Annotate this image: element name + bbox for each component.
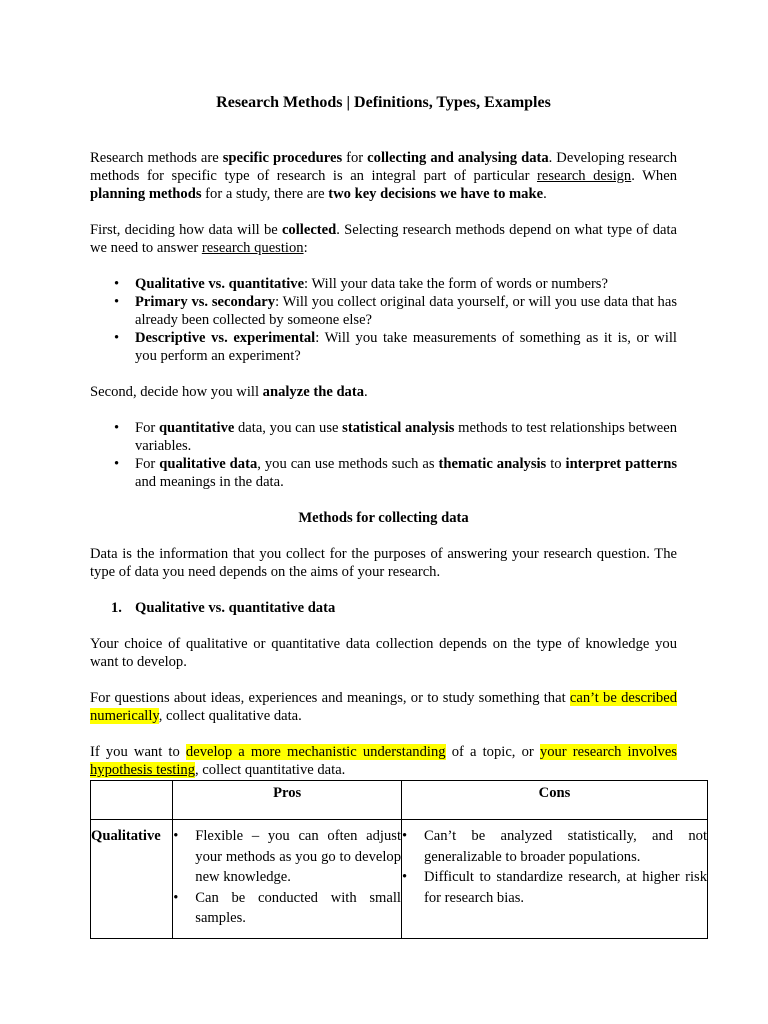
- list-item: • Can be conducted with small samples.: [195, 888, 401, 929]
- text-run: , you can use methods such as: [257, 456, 439, 472]
- numbered-heading: [90, 599, 677, 617]
- list-item: [135, 455, 677, 491]
- text-run: to: [546, 456, 566, 472]
- pros-cons-table: [90, 780, 708, 939]
- table-header-cell: Pros: [173, 781, 402, 820]
- text-run: of a topic, or: [445, 744, 540, 760]
- numbered-heading-label: Qualitative vs. quantitative data: [135, 600, 336, 616]
- decisions-list: [90, 275, 677, 365]
- bold-run: interpret patterns: [565, 456, 678, 472]
- text-run: : Will your data take the form of words or numbers?: [304, 276, 608, 292]
- text-run: : Will you collect original data yourself, or will you use data that has already been collected by someone else?: [135, 294, 677, 328]
- text-run: .: [543, 186, 547, 202]
- bold-run: collecting and analysing data: [367, 150, 549, 166]
- text-run: .: [364, 384, 368, 400]
- text-run: : Will you take measurements of something as it is, or will you perform an experiment?: [135, 330, 677, 364]
- list-item: [135, 293, 677, 329]
- bold-run: planning methods: [90, 186, 202, 202]
- list-item: • Flexible – you can often adjust your methods as you go to develop new knowledge.: [195, 826, 401, 888]
- bold-run: collected: [281, 222, 337, 238]
- text-run: . When: [631, 168, 677, 184]
- quantitative-paragraph: [90, 743, 677, 779]
- text-run: For questions about ideas, experiences and meanings, or to study something that: [90, 690, 570, 706]
- list-item: [135, 275, 677, 293]
- section-heading: Methods for collecting data: [298, 510, 469, 526]
- hypothesis-testing-link[interactable]: hypothesis testing: [90, 762, 195, 778]
- text-run: for: [342, 150, 368, 166]
- bold-run: specific procedures: [222, 150, 343, 166]
- highlighted-text: can’t be described numerically: [90, 690, 677, 724]
- text-run: First, deciding how data will be: [90, 222, 282, 238]
- document-title: Research Methods | Definitions, Types, Examples: [216, 94, 551, 111]
- highlighted-text: your research involves: [539, 744, 677, 760]
- pros-list: [173, 826, 401, 929]
- bold-run: quantitative: [158, 420, 235, 436]
- text-run: for a study, there are: [201, 186, 329, 202]
- intro-paragraph: [90, 149, 677, 203]
- research-design-link[interactable]: research design: [536, 168, 632, 184]
- choice-paragraph: Your choice of qualitative or quantitative data collection depends on the type of knowledge you want to develop.: [90, 636, 677, 670]
- table-header-cell: Cons: [402, 781, 708, 820]
- bold-run: thematic analysis: [438, 456, 547, 472]
- pros-cell: [173, 820, 402, 939]
- highlighted-text: develop a more mechanistic understanding: [185, 744, 446, 760]
- text-run: , collect quantitative data.: [195, 762, 346, 778]
- text-run: For: [135, 456, 160, 472]
- text-run: For: [135, 420, 159, 436]
- first-paragraph: [90, 221, 677, 257]
- text-run: Research methods are: [90, 150, 223, 166]
- row-label: Qualitative: [91, 820, 173, 939]
- text-run: methods to test relationships between variables.: [135, 420, 678, 454]
- document-body: [90, 93, 677, 779]
- list-item: [135, 329, 677, 365]
- table-header-cell: [91, 781, 173, 820]
- text-run: data, you can use: [234, 420, 343, 436]
- bold-run: analyze the data: [262, 384, 365, 400]
- bold-run: statistical analysis: [342, 420, 455, 436]
- bold-run: Descriptive vs. experimental: [135, 330, 316, 346]
- table-header-row: [91, 781, 708, 820]
- list-item: • Can’t be analyzed statistically, and not generalizable to broader populations.: [424, 826, 707, 867]
- questions-paragraph: [90, 689, 677, 725]
- numbered-heading-list: [90, 599, 677, 617]
- data-paragraph: Data is the information that you collect for the purposes of answering your research question. The type of data you need depends on the aims of your research.: [90, 546, 677, 580]
- text-run: and meanings in the data.: [135, 474, 284, 490]
- cons-list: [402, 826, 707, 908]
- second-paragraph: [90, 383, 677, 401]
- text-run: :: [303, 240, 308, 256]
- bold-run: Primary vs. secondary: [135, 294, 276, 310]
- bold-run: qualitative data: [159, 456, 258, 472]
- text-run: . Developing research methods for specific type of research is an integral part of particular: [90, 150, 677, 184]
- bold-run: two key decisions we have to make: [328, 186, 544, 202]
- cons-cell: [402, 820, 708, 939]
- research-question-link[interactable]: research question: [201, 240, 304, 256]
- analysis-list: [90, 419, 677, 491]
- text-run: . Selecting research methods depend on what type of data we need to answer: [90, 222, 677, 256]
- bold-run: Qualitative vs. quantitative: [135, 276, 305, 292]
- table-row: [91, 820, 708, 939]
- text-run: Second, decide how you will: [90, 384, 263, 400]
- list-number: 1.: [111, 600, 122, 616]
- list-item: • Difficult to standardize research, at higher risk for research bias.: [424, 867, 707, 908]
- text-run: , collect qualitative data.: [158, 708, 302, 724]
- list-item: [135, 419, 677, 455]
- text-run: If you want to: [90, 744, 186, 760]
